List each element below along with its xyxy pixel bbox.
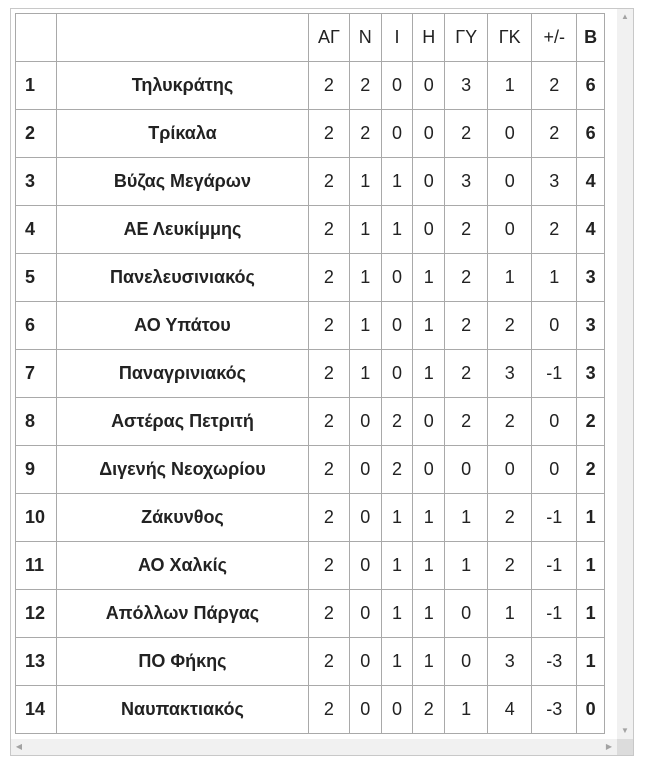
cell-played: 2 xyxy=(308,446,349,494)
standings-frame xyxy=(10,8,634,756)
cell-played: 2 xyxy=(308,302,349,350)
cell-rank: 11 xyxy=(16,542,57,590)
cell-rank: 10 xyxy=(16,494,57,542)
cell-losses: 1 xyxy=(413,590,445,638)
cell-goal-diff: -1 xyxy=(532,350,577,398)
cell-goals-for: 2 xyxy=(445,254,488,302)
scroll-down-arrow-icon[interactable]: ▼ xyxy=(621,726,629,735)
cell-goal-diff: 2 xyxy=(532,62,577,110)
scroll-left-arrow-icon[interactable]: ◀ xyxy=(15,742,23,751)
horizontal-scrollbar[interactable] xyxy=(11,739,617,755)
cell-goals-against: 2 xyxy=(488,542,532,590)
cell-goals-for: 0 xyxy=(445,590,488,638)
cell-wins: 0 xyxy=(349,590,381,638)
scrollbar-corner xyxy=(617,739,633,755)
cell-goal-diff: -1 xyxy=(532,494,577,542)
cell-rank: 4 xyxy=(16,206,57,254)
cell-goal-diff: 0 xyxy=(532,302,577,350)
cell-draws: 1 xyxy=(381,590,413,638)
cell-goals-for: 3 xyxy=(445,62,488,110)
cell-team: Βύζας Μεγάρων xyxy=(56,158,308,206)
cell-points: 6 xyxy=(577,110,605,158)
cell-team: ΠΟ Φήκης xyxy=(56,638,308,686)
cell-losses: 1 xyxy=(413,542,445,590)
cell-points: 4 xyxy=(577,206,605,254)
standings-body xyxy=(16,62,605,734)
cell-played: 2 xyxy=(308,494,349,542)
cell-losses: 0 xyxy=(413,398,445,446)
table-row xyxy=(16,62,605,110)
table-row xyxy=(16,398,605,446)
header-goals-for: ΓΥ xyxy=(445,14,488,62)
cell-wins: 1 xyxy=(349,206,381,254)
cell-played: 2 xyxy=(308,398,349,446)
cell-played: 2 xyxy=(308,254,349,302)
cell-wins: 1 xyxy=(349,254,381,302)
cell-points: 1 xyxy=(577,542,605,590)
cell-rank: 1 xyxy=(16,62,57,110)
header-played: ΑΓ xyxy=(308,14,349,62)
cell-goals-for: 2 xyxy=(445,350,488,398)
cell-team: ΑΟ Υπάτου xyxy=(56,302,308,350)
cell-losses: 1 xyxy=(413,254,445,302)
table-row xyxy=(16,446,605,494)
header-points: Β xyxy=(577,14,605,62)
cell-rank: 13 xyxy=(16,638,57,686)
cell-losses: 2 xyxy=(413,686,445,734)
header-goals-against: ΓΚ xyxy=(488,14,532,62)
cell-points: 1 xyxy=(577,494,605,542)
table-row xyxy=(16,686,605,734)
cell-goals-for: 3 xyxy=(445,158,488,206)
cell-goals-against: 1 xyxy=(488,254,532,302)
cell-team: ΑΕ Λευκίμμης xyxy=(56,206,308,254)
header-losses: Η xyxy=(413,14,445,62)
cell-wins: 0 xyxy=(349,494,381,542)
cell-goals-for: 0 xyxy=(445,638,488,686)
cell-goal-diff: 0 xyxy=(532,446,577,494)
cell-played: 2 xyxy=(308,590,349,638)
cell-rank: 12 xyxy=(16,590,57,638)
cell-draws: 0 xyxy=(381,302,413,350)
table-row xyxy=(16,302,605,350)
cell-wins: 0 xyxy=(349,542,381,590)
header-draws: Ι xyxy=(381,14,413,62)
cell-played: 2 xyxy=(308,350,349,398)
cell-goals-against: 2 xyxy=(488,398,532,446)
cell-team: Απόλλων Πάργας xyxy=(56,590,308,638)
header-team xyxy=(56,14,308,62)
cell-goal-diff: -1 xyxy=(532,542,577,590)
cell-losses: 0 xyxy=(413,110,445,158)
cell-draws: 0 xyxy=(381,62,413,110)
cell-points: 1 xyxy=(577,590,605,638)
cell-goals-for: 2 xyxy=(445,110,488,158)
cell-losses: 1 xyxy=(413,638,445,686)
cell-team: Ναυπακτιακός xyxy=(56,686,308,734)
vertical-scrollbar[interactable] xyxy=(617,9,633,739)
cell-goal-diff: 0 xyxy=(532,398,577,446)
cell-draws: 0 xyxy=(381,350,413,398)
cell-draws: 1 xyxy=(381,494,413,542)
header-wins: Ν xyxy=(349,14,381,62)
cell-goal-diff: 2 xyxy=(532,110,577,158)
cell-draws: 1 xyxy=(381,638,413,686)
cell-goal-diff: 2 xyxy=(532,206,577,254)
cell-wins: 0 xyxy=(349,398,381,446)
table-row xyxy=(16,638,605,686)
cell-goal-diff: 3 xyxy=(532,158,577,206)
cell-team: Αστέρας Πετριτή xyxy=(56,398,308,446)
cell-wins: 2 xyxy=(349,110,381,158)
table-row xyxy=(16,350,605,398)
cell-points: 1 xyxy=(577,638,605,686)
cell-goals-against: 4 xyxy=(488,686,532,734)
header-row xyxy=(16,14,605,62)
cell-goals-for: 1 xyxy=(445,542,488,590)
cell-goal-diff: 1 xyxy=(532,254,577,302)
cell-wins: 2 xyxy=(349,62,381,110)
cell-points: 4 xyxy=(577,158,605,206)
cell-rank: 6 xyxy=(16,302,57,350)
cell-losses: 0 xyxy=(413,206,445,254)
cell-wins: 1 xyxy=(349,158,381,206)
cell-goal-diff: -3 xyxy=(532,638,577,686)
cell-rank: 5 xyxy=(16,254,57,302)
cell-goals-against: 2 xyxy=(488,494,532,542)
scroll-right-arrow-icon[interactable]: ▶ xyxy=(605,742,613,751)
table-row xyxy=(16,494,605,542)
cell-goal-diff: -3 xyxy=(532,686,577,734)
cell-goals-against: 0 xyxy=(488,206,532,254)
header-rank xyxy=(16,14,57,62)
cell-rank: 14 xyxy=(16,686,57,734)
cell-team: Ζάκυνθος xyxy=(56,494,308,542)
cell-played: 2 xyxy=(308,542,349,590)
cell-played: 2 xyxy=(308,62,349,110)
cell-goal-diff: -1 xyxy=(532,590,577,638)
cell-played: 2 xyxy=(308,158,349,206)
cell-points: 3 xyxy=(577,302,605,350)
cell-draws: 2 xyxy=(381,398,413,446)
cell-points: 2 xyxy=(577,446,605,494)
cell-rank: 2 xyxy=(16,110,57,158)
cell-wins: 1 xyxy=(349,350,381,398)
cell-losses: 0 xyxy=(413,62,445,110)
cell-draws: 2 xyxy=(381,446,413,494)
cell-goals-for: 0 xyxy=(445,446,488,494)
cell-rank: 3 xyxy=(16,158,57,206)
cell-goals-against: 3 xyxy=(488,638,532,686)
cell-goals-against: 0 xyxy=(488,110,532,158)
cell-points: 3 xyxy=(577,254,605,302)
scroll-up-arrow-icon[interactable]: ▲ xyxy=(621,12,629,21)
standings-viewport xyxy=(11,9,617,739)
cell-goals-against: 3 xyxy=(488,350,532,398)
cell-goals-for: 1 xyxy=(445,686,488,734)
cell-losses: 1 xyxy=(413,494,445,542)
cell-draws: 0 xyxy=(381,110,413,158)
cell-losses: 0 xyxy=(413,446,445,494)
cell-points: 2 xyxy=(577,398,605,446)
cell-losses: 0 xyxy=(413,158,445,206)
cell-draws: 1 xyxy=(381,206,413,254)
cell-rank: 7 xyxy=(16,350,57,398)
cell-played: 2 xyxy=(308,686,349,734)
table-row xyxy=(16,110,605,158)
cell-points: 0 xyxy=(577,686,605,734)
cell-wins: 1 xyxy=(349,302,381,350)
cell-rank: 8 xyxy=(16,398,57,446)
cell-draws: 0 xyxy=(381,686,413,734)
cell-team: Παναγρινιακός xyxy=(56,350,308,398)
cell-team: Πανελευσινιακός xyxy=(56,254,308,302)
cell-team: Τηλυκράτης xyxy=(56,62,308,110)
cell-played: 2 xyxy=(308,638,349,686)
table-row xyxy=(16,590,605,638)
header-goal-diff: +/- xyxy=(532,14,577,62)
cell-goals-against: 0 xyxy=(488,446,532,494)
cell-played: 2 xyxy=(308,110,349,158)
cell-goals-for: 1 xyxy=(445,494,488,542)
cell-wins: 0 xyxy=(349,446,381,494)
cell-goals-against: 2 xyxy=(488,302,532,350)
cell-team: ΑΟ Χαλκίς xyxy=(56,542,308,590)
cell-played: 2 xyxy=(308,206,349,254)
table-row xyxy=(16,206,605,254)
cell-draws: 0 xyxy=(381,254,413,302)
cell-rank: 9 xyxy=(16,446,57,494)
table-row xyxy=(16,542,605,590)
cell-team: Τρίκαλα xyxy=(56,110,308,158)
cell-points: 3 xyxy=(577,350,605,398)
table-row xyxy=(16,158,605,206)
cell-goals-for: 2 xyxy=(445,302,488,350)
cell-goals-for: 2 xyxy=(445,398,488,446)
cell-points: 6 xyxy=(577,62,605,110)
cell-draws: 1 xyxy=(381,542,413,590)
cell-wins: 0 xyxy=(349,638,381,686)
cell-losses: 1 xyxy=(413,350,445,398)
cell-goals-against: 1 xyxy=(488,62,532,110)
cell-wins: 0 xyxy=(349,686,381,734)
table-row xyxy=(16,254,605,302)
cell-team: Διγενής Νεοχωρίου xyxy=(56,446,308,494)
cell-draws: 1 xyxy=(381,158,413,206)
cell-losses: 1 xyxy=(413,302,445,350)
cell-goals-for: 2 xyxy=(445,206,488,254)
cell-goals-against: 0 xyxy=(488,158,532,206)
cell-goals-against: 1 xyxy=(488,590,532,638)
standings-table xyxy=(15,13,605,734)
